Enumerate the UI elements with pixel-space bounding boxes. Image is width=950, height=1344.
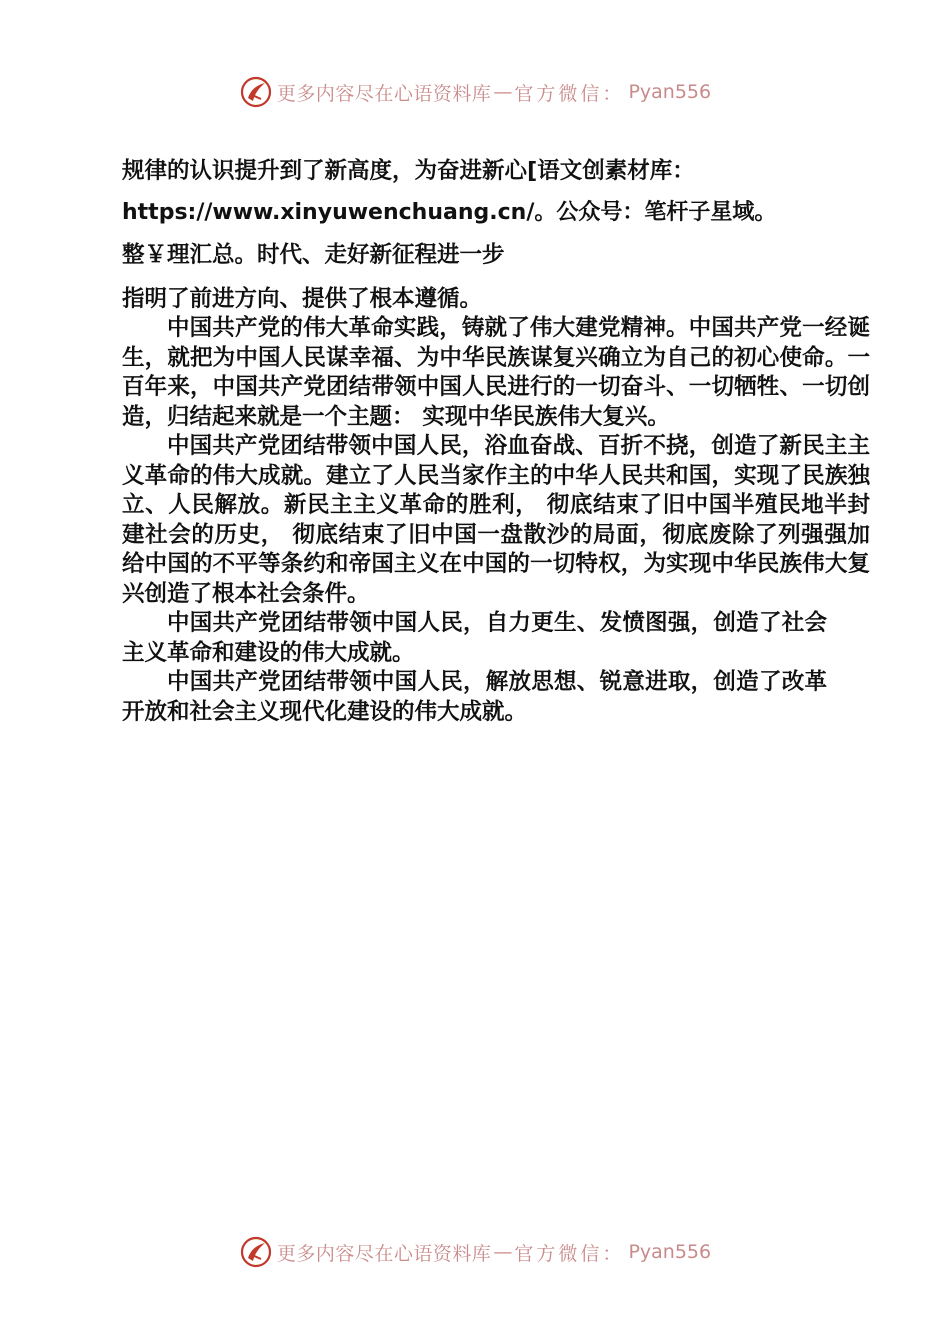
heading-line-2: https://www.xinyuwenchuang.cn/。公众号：笔杆子星域。 [122,200,777,225]
heading-line-1: 规律的认识提升到了新高度，为奋进新心[语文创素材库： [122,158,695,184]
header-watermark [0,72,950,112]
logo-icon [239,1235,273,1269]
lead-line: 指明了前进方向、提供了根本遵循。 [122,286,483,312]
watermark-wechat-label: 官方微信： [514,82,625,105]
watermark-wechat-id: Pyan556 [628,1241,712,1263]
watermark-dash: — [493,1241,513,1263]
logo-icon [239,75,273,109]
watermark-text: 更多内容尽在心语资料库 [276,82,492,105]
paragraph-1: 中国共产党的伟大革命实践，铸就了伟大建党精神。中国共产党一经诞生，就把为中国人民谋幸福、为中华民族谋复兴确立为自己的初心使命。一百年来，中国共产党团结带领中国人民进行的一切奋斗、一切牺牲、一切创造，归结起来就是一个主题： 实现中华民族伟大复兴。 [122,315,870,430]
document-body [122,150,870,727]
paragraph-2: 中国共产党团结带领中国人民，浴血奋战、百折不挠，创造了新民主主义革命的伟大成就。建立了人民当家作主的中华人民共和国，实现了民族独立、人民解放。新民主主义革命的胜利， 彻底结束了旧中国半殖民地半封建社会的历史， 彻底结束了旧中国一盘散沙的局面，彻底废除了列强强加给中国的不平等条约和帝国主义在中国的一切特权，为实现中华民族伟大复兴创造了根本社会条件。 [122,433,870,607]
watermark-text: 更多内容尽在心语资料库 [276,1242,492,1265]
watermark-dash: — [493,81,513,103]
watermark-wechat-id: Pyan556 [628,81,712,103]
paragraph-3: 中国共产党团结带领中国人民，自力更生、发愤图强，创造了社会主义革命和建设的伟大成就。 [122,610,827,666]
paragraph-4: 中国共产党团结带领中国人民，解放思想、锐意进取，创造了改革开放和社会主义现代化建设的伟大成就。 [122,669,827,725]
watermark-wechat-label: 官方微信： [514,1242,625,1265]
heading-line-3: 整￥理汇总。时代、走好新征程进一步 [122,242,505,268]
footer-watermark [0,1232,950,1272]
